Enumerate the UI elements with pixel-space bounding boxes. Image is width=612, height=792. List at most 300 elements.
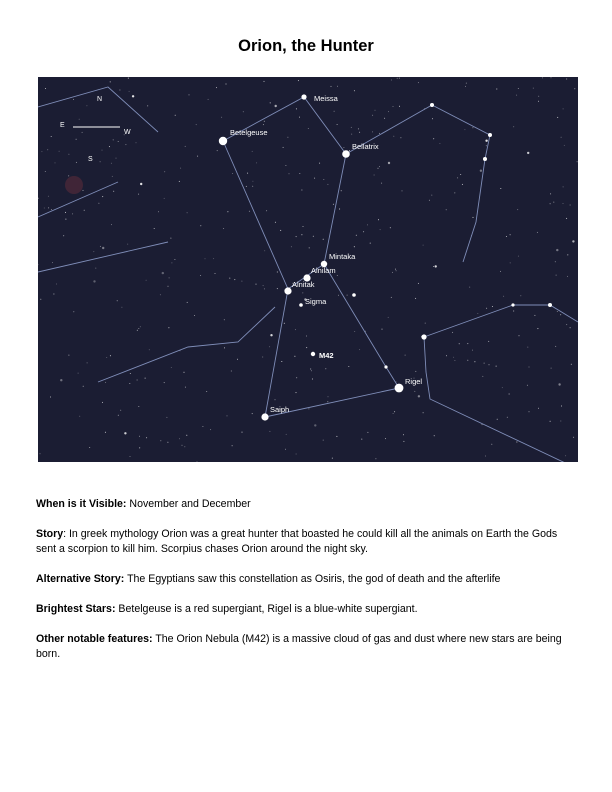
section-story-text: : In greek mythology Orion was a great hunter that boasted he could kill all the animals on Earth the Gods sent a scorpion to kill him. Scorpius chases Orion around the night sky. — [36, 528, 558, 555]
background-star — [44, 208, 45, 209]
background-star — [367, 224, 368, 225]
background-star — [169, 277, 170, 278]
background-star — [196, 124, 197, 125]
background-star — [328, 396, 329, 397]
background-star — [518, 256, 519, 257]
background-star — [560, 314, 561, 315]
background-star — [285, 165, 286, 166]
background-star — [529, 411, 530, 412]
star-club-3 — [511, 303, 514, 306]
label-mintaka: Mintaka — [329, 252, 356, 261]
background-star — [567, 254, 568, 255]
background-star — [138, 194, 139, 195]
background-star — [299, 117, 300, 118]
section-visible — [36, 497, 576, 512]
background-star — [311, 370, 312, 371]
background-star — [306, 347, 307, 348]
background-star — [439, 143, 440, 144]
background-star — [68, 355, 69, 356]
background-star — [83, 386, 84, 387]
background-star — [179, 181, 180, 182]
background-star — [378, 168, 379, 169]
background-star — [111, 163, 112, 164]
background-star — [252, 181, 253, 182]
background-star — [262, 357, 263, 358]
background-star — [500, 271, 501, 272]
background-star — [338, 295, 339, 296]
nebula-patch — [65, 176, 83, 194]
background-star — [105, 432, 106, 433]
background-star — [113, 139, 114, 140]
background-star — [418, 82, 419, 83]
background-star — [284, 323, 285, 324]
background-star — [486, 145, 487, 146]
background-star — [477, 313, 478, 314]
background-star — [527, 347, 528, 348]
background-star — [356, 235, 357, 236]
background-star — [485, 456, 486, 457]
background-star — [232, 173, 233, 174]
background-star — [397, 78, 398, 79]
background-star — [73, 311, 74, 312]
section-alt-story — [36, 572, 576, 587]
background-star — [264, 288, 265, 289]
background-star — [418, 283, 419, 284]
background-star — [217, 150, 218, 151]
background-star — [378, 219, 379, 220]
background-star — [452, 332, 453, 333]
background-star — [232, 445, 233, 446]
background-star — [466, 83, 467, 84]
section-visible-text: November and December — [126, 498, 251, 510]
star-shield-3 — [483, 157, 487, 161]
background-star — [361, 439, 362, 440]
background-star — [519, 335, 520, 336]
background-star — [130, 373, 131, 374]
background-star — [291, 246, 292, 247]
background-star — [98, 203, 99, 204]
background-star — [423, 245, 424, 246]
background-star — [40, 299, 41, 300]
background-star — [572, 240, 574, 242]
background-star — [84, 210, 85, 211]
background-star — [166, 417, 167, 418]
background-star — [63, 235, 64, 236]
background-star — [50, 397, 51, 398]
background-star — [175, 115, 176, 116]
background-star — [527, 152, 529, 154]
background-star — [154, 228, 155, 229]
background-star — [560, 421, 561, 422]
background-star — [76, 162, 77, 163]
background-star — [269, 346, 270, 347]
background-star — [205, 258, 206, 259]
background-star — [538, 101, 539, 102]
background-star — [469, 287, 470, 288]
background-star — [116, 158, 117, 159]
background-star — [208, 99, 209, 100]
background-star — [296, 392, 297, 393]
background-star — [518, 88, 519, 89]
background-star — [83, 190, 84, 191]
background-star — [517, 209, 518, 210]
line-left-top — [38, 87, 158, 132]
background-star — [384, 118, 385, 119]
background-star — [467, 360, 468, 361]
background-star — [216, 87, 217, 88]
background-star — [457, 177, 458, 178]
background-star — [263, 285, 264, 286]
background-star — [502, 387, 503, 388]
background-star — [555, 346, 556, 347]
background-star — [343, 147, 344, 148]
background-star — [140, 326, 141, 327]
background-star — [358, 128, 359, 129]
background-star — [563, 108, 564, 109]
background-star — [390, 227, 391, 228]
background-star — [277, 272, 278, 273]
background-star — [313, 236, 314, 237]
line-shield-upper — [346, 105, 490, 262]
background-star — [551, 77, 552, 78]
background-star — [566, 79, 567, 80]
background-star — [102, 196, 103, 197]
background-star — [393, 136, 394, 137]
background-star — [164, 171, 165, 172]
background-star — [252, 186, 253, 187]
label-saiph: Saiph — [270, 405, 290, 414]
background-star — [482, 376, 483, 377]
background-star — [472, 350, 473, 351]
background-star — [538, 96, 539, 97]
background-star — [323, 440, 324, 441]
background-star — [453, 357, 454, 358]
background-star — [375, 458, 376, 459]
background-star — [571, 364, 572, 365]
background-star — [403, 441, 404, 442]
background-star — [405, 355, 406, 356]
background-star — [53, 294, 54, 295]
background-star — [79, 416, 80, 417]
background-star — [381, 183, 382, 184]
background-star — [296, 108, 297, 109]
background-star — [488, 341, 489, 342]
background-star — [574, 88, 575, 89]
background-star — [319, 163, 320, 164]
background-star — [339, 209, 340, 210]
background-star — [529, 367, 530, 368]
background-star — [119, 90, 120, 91]
background-star — [234, 279, 235, 280]
background-star — [127, 244, 128, 245]
background-star — [100, 246, 101, 247]
background-star — [118, 415, 119, 416]
background-star — [269, 431, 270, 432]
star-rigel — [395, 384, 404, 393]
background-star — [485, 140, 487, 142]
background-star — [113, 191, 114, 192]
star-betelgeuse — [219, 137, 227, 145]
background-star — [388, 162, 390, 164]
background-star — [45, 171, 46, 172]
background-star — [434, 435, 435, 436]
star-shield-2 — [488, 133, 492, 137]
background-star — [299, 173, 300, 174]
background-star — [306, 336, 307, 337]
background-star — [310, 369, 311, 370]
background-star — [55, 162, 56, 163]
background-star — [215, 273, 216, 274]
background-star — [472, 127, 473, 128]
background-star — [281, 361, 282, 362]
background-star — [354, 246, 355, 247]
background-star — [486, 308, 487, 309]
background-stars — [38, 77, 578, 462]
background-star — [558, 383, 560, 385]
background-star — [111, 224, 112, 225]
background-star — [264, 250, 265, 251]
background-star — [460, 174, 461, 175]
background-star — [382, 329, 383, 330]
constellation-lines — [38, 87, 578, 462]
background-star — [337, 124, 338, 125]
background-star — [380, 229, 381, 230]
line-belt-rigel — [324, 264, 399, 388]
background-star — [570, 205, 571, 206]
star-m42 — [311, 352, 315, 356]
background-star — [464, 129, 465, 130]
background-star — [370, 243, 371, 244]
background-star — [323, 239, 324, 240]
background-star — [78, 373, 79, 374]
background-star — [296, 236, 297, 237]
compass-w: W — [124, 129, 131, 136]
background-star — [425, 323, 426, 324]
section-story-label: Story — [36, 528, 64, 540]
background-star — [187, 212, 188, 213]
star-alnitak — [284, 287, 291, 294]
background-star — [550, 421, 551, 422]
background-star — [59, 151, 60, 152]
background-star — [354, 331, 355, 332]
background-star — [331, 86, 332, 87]
background-star — [68, 154, 69, 155]
background-star — [294, 356, 295, 357]
background-star — [224, 347, 225, 348]
background-star — [102, 150, 103, 151]
background-star — [537, 232, 538, 233]
background-star — [509, 394, 510, 395]
background-star — [40, 453, 41, 454]
background-star — [312, 379, 313, 380]
label-bellatrix: Bellatrix — [352, 142, 379, 151]
background-star — [197, 461, 198, 462]
background-star — [402, 190, 403, 191]
background-star — [229, 278, 230, 279]
background-star — [550, 203, 551, 204]
background-star — [296, 377, 297, 378]
background-star — [446, 355, 447, 356]
background-star — [507, 417, 508, 418]
background-star — [399, 78, 400, 79]
background-star — [223, 228, 224, 229]
background-star — [433, 138, 434, 139]
background-star — [137, 330, 138, 331]
background-star — [86, 105, 87, 106]
background-star — [418, 395, 420, 397]
background-star — [252, 151, 253, 152]
background-star — [336, 436, 337, 437]
background-star — [462, 184, 463, 185]
background-star — [557, 311, 558, 312]
background-star — [388, 111, 389, 112]
background-star — [556, 275, 557, 276]
background-star — [256, 162, 257, 163]
background-star — [403, 434, 404, 435]
section-brightest — [36, 602, 576, 617]
line-club — [424, 337, 578, 462]
line-shoulders — [223, 97, 346, 154]
line-betelgeuse-saiph — [223, 141, 288, 417]
background-star — [465, 86, 466, 87]
background-star — [385, 438, 386, 439]
line-shield-lower — [424, 305, 578, 337]
background-star — [414, 391, 415, 392]
section-alt-story-label: Alternative Story: — [36, 573, 125, 585]
background-star — [503, 296, 504, 297]
background-star — [429, 200, 430, 201]
background-star — [171, 367, 172, 368]
background-star — [128, 78, 129, 79]
background-star — [87, 362, 88, 363]
background-star — [567, 276, 568, 277]
section-features — [36, 632, 576, 662]
background-star — [399, 106, 400, 107]
background-star — [393, 413, 394, 414]
background-star — [454, 360, 455, 361]
background-star — [147, 105, 148, 106]
background-star — [185, 387, 186, 388]
background-star — [391, 297, 392, 298]
background-star — [561, 406, 562, 407]
background-star — [241, 281, 242, 282]
background-star — [48, 207, 49, 208]
orion-star-map — [38, 77, 578, 462]
background-star — [200, 275, 201, 276]
star-club-2 — [548, 303, 552, 307]
background-star — [167, 442, 168, 443]
background-star — [533, 88, 534, 89]
background-star — [454, 192, 455, 193]
compass-rose — [60, 96, 131, 163]
background-star — [106, 357, 107, 358]
background-star — [349, 150, 350, 151]
background-star — [93, 251, 94, 252]
background-star — [308, 408, 309, 409]
background-star — [138, 406, 139, 407]
background-star — [125, 144, 126, 145]
section-story — [36, 527, 576, 557]
background-star — [510, 262, 511, 263]
background-star — [327, 184, 328, 185]
background-star — [170, 238, 171, 239]
background-star — [314, 178, 315, 179]
background-star — [41, 151, 42, 152]
background-star — [184, 372, 185, 373]
background-star — [348, 366, 349, 367]
background-star — [82, 132, 83, 133]
background-star — [168, 327, 169, 328]
compass-s: S — [88, 156, 93, 163]
background-star — [489, 364, 490, 365]
section-brightest-text: Betelgeuse is a red supergiant, Rigel is a blue-white supergiant. — [115, 603, 418, 615]
background-star — [537, 328, 538, 329]
background-star — [367, 432, 368, 433]
background-star — [168, 286, 169, 287]
background-star — [194, 315, 195, 316]
background-star — [500, 188, 501, 189]
background-star — [237, 359, 238, 360]
background-star — [555, 261, 556, 262]
background-star — [145, 378, 146, 379]
background-star — [415, 371, 416, 372]
background-star — [309, 247, 310, 248]
background-star — [275, 399, 276, 400]
line-far-left — [38, 242, 168, 272]
background-star — [557, 117, 558, 118]
background-star — [506, 236, 507, 237]
background-star — [137, 380, 138, 381]
background-star — [164, 382, 165, 383]
background-star — [534, 315, 535, 316]
background-star — [570, 327, 571, 328]
background-star — [550, 193, 551, 194]
background-star — [392, 272, 393, 273]
background-star — [121, 307, 122, 308]
background-star — [100, 161, 101, 162]
background-star — [467, 343, 468, 344]
background-star — [93, 280, 95, 282]
background-star — [129, 91, 130, 92]
background-star — [538, 408, 539, 409]
background-star — [264, 81, 265, 82]
background-star — [117, 300, 118, 301]
background-star — [89, 447, 90, 448]
background-star — [388, 317, 389, 318]
background-star — [492, 306, 493, 307]
background-star — [337, 86, 338, 87]
background-star — [474, 361, 475, 362]
background-star — [270, 102, 271, 103]
background-star — [431, 195, 432, 196]
background-star — [459, 343, 460, 344]
background-star — [48, 196, 49, 197]
background-star — [513, 311, 514, 312]
background-star — [323, 179, 324, 180]
background-star — [333, 204, 334, 205]
background-star — [391, 80, 392, 81]
background-star — [149, 349, 150, 350]
background-star — [118, 141, 119, 142]
background-star — [283, 147, 284, 148]
background-star — [286, 434, 287, 435]
background-star — [337, 275, 338, 276]
background-star — [52, 262, 53, 263]
background-star — [270, 334, 272, 336]
background-star — [542, 77, 543, 78]
background-star — [566, 218, 567, 219]
background-star — [372, 131, 373, 132]
